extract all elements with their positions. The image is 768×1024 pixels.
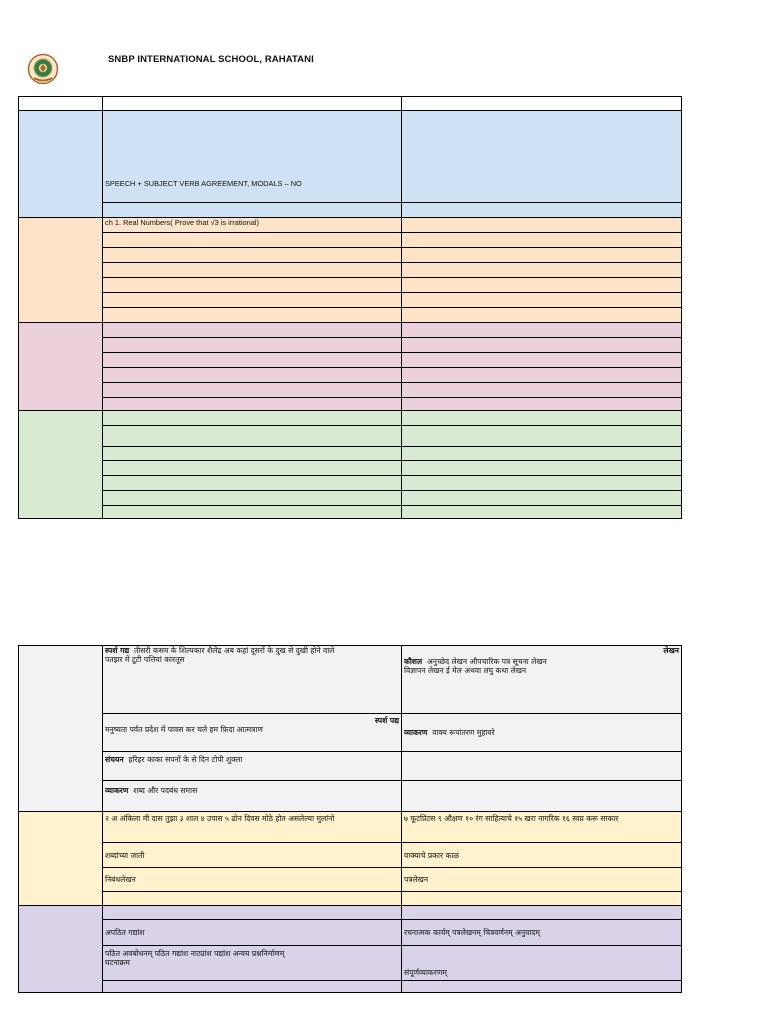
marathi-grammar-left-text: शब्दांच्या जाती [105,850,145,860]
table-cell [402,233,682,248]
marathi-grammar-left-cell [103,843,402,868]
sanskrit-right2-cell [402,946,682,981]
table-cell [103,338,402,353]
hindi-sparsh-padya-label: स्पर्श पद्य [374,716,399,725]
table-cell [103,398,402,411]
hindi-kaushal-text: अनुच्छेद लेखन औपचारिक पत्र सूचना लेखन [426,657,547,666]
table-row [19,233,682,248]
table-cell [402,111,682,203]
table-cell [402,218,682,233]
table-cell [103,323,402,338]
table-cell [103,383,402,398]
table-cell [402,293,682,308]
table-row [19,398,682,411]
marathi-lessons-right-cell [402,812,682,843]
table-cell [402,461,682,476]
table-cell [402,278,682,293]
hindi-vyakaran2-text: शब्द और पदबंध समास [133,786,198,795]
table-cell [402,398,682,411]
hindi-sparsh-gadya-text: तीसरी कसम के शिल्पकार शैलेंद्र अब कहां दूसरों के दुख से दुखी होने वाले [133,646,335,655]
english-topics-cell [103,111,402,203]
hindi-vyakaran2-cell [103,781,402,812]
hindi-vyakaran-label: व्याकरण [404,728,428,737]
hindi-kaushal-label: कौशल [404,657,423,666]
hindi-sanchayan-cell [103,752,402,781]
table-cell [402,906,682,920]
hindi-patjhar-text: पतझर में टूटी पत्तियां कारतूस [105,655,185,664]
table-row [19,218,682,233]
syllabus-table-1 [18,96,682,519]
table-cell [402,338,682,353]
table-row [19,646,682,714]
sanskrit-right1-cell [402,920,682,946]
table-row [19,476,682,491]
table-cell [402,308,682,323]
table-cell [103,248,402,263]
table-cell [402,368,682,383]
marathi-writing-left-text: निबंधलेखन [105,875,136,884]
table-cell [402,476,682,491]
marathi-lessons-right-text: ७ फूटप्रिंटस ९ औक्षण १० रंग साहित्याचे १५ खरा नागरिक १६ स्वप्न करू साकार [404,814,619,823]
hindi-sparsh-gadya-label: स्पर्श गद्य [105,646,130,655]
table-row [19,812,682,843]
table-row [19,892,682,906]
table-cell [103,981,402,993]
marathi-grammar-right-text: वाक्याचे प्रकार काळ [404,850,460,860]
table-cell [103,461,402,476]
table-row [19,461,682,476]
table-cell [402,892,682,906]
table-cell [402,203,682,218]
table-row [19,981,682,993]
table-row [19,946,682,981]
school-name: SNBP INTERNATIONAL SCHOOL, RAHATANI [108,54,314,65]
sanskrit-left2-text: पठित अवबोधनम् पठित गद्यांश नाट्यांश पद्यांश अन्वय प्रश्ननिर्माणम् [105,949,285,958]
subject-label-cell [19,218,103,323]
table-row [19,111,682,203]
hindi-vigyapan-text: विज्ञापन लेखन ई मेल अथवा लघु कथा लेखन [404,666,527,675]
table-cell [103,426,402,447]
table-cell [103,411,402,426]
hindi-vyakaran-cell [402,714,682,752]
table-row [19,843,682,868]
table-cell [103,293,402,308]
table-row [19,920,682,946]
english-topics-text: SPEECH + SUBJECT VERB AGREEMENT, MODALS – NO [105,179,302,188]
sanskrit-left2b-text: घटनाक्रम [105,958,130,967]
table-cell [402,263,682,278]
subject-label-cell [19,646,103,812]
table-row [19,368,682,383]
hindi-lekhan-label: लेखन [663,646,679,655]
table-cell [103,892,402,906]
maths-topics-cell [103,218,402,233]
table-cell [103,506,402,519]
hindi-sparsh-gadya-cell [103,646,402,714]
hindi-vyakaran2-label: व्याकरण [105,786,129,795]
hindi-lekhan-cell [402,646,682,714]
subject-label-cell [19,906,103,993]
table-cell [402,447,682,461]
table-cell [402,781,682,812]
table-cell [103,308,402,323]
sanskrit-right2-text: संपूर्णव्याकरणम् [404,968,447,977]
table-row [19,491,682,506]
table-cell [402,411,682,426]
table-cell [402,248,682,263]
table-row [19,426,682,447]
subject-label-cell [19,411,103,519]
marathi-lessons-left-text: २ अ अंकिला मी दास तुझा ३ शाल ४ उपास ५ ढोन दिवस मोठे होत असलेल्या मुलांनो [105,814,335,823]
table-cell [103,233,402,248]
subject-label-cell [19,323,103,411]
table-cell [103,97,402,111]
table-row [19,353,682,368]
hindi-sanchayan-label: संचयन [105,755,124,764]
table-row [19,906,682,920]
table-cell [103,203,402,218]
table-row [19,293,682,308]
table-row [19,278,682,293]
subject-label-cell [19,111,103,218]
sanskrit-left1-cell [103,920,402,946]
table-cell [103,476,402,491]
table-cell [402,506,682,519]
maths-topics-text: ch 1. Real Numbers( Prove that √3 is irrational) [105,218,259,227]
table-cell [103,491,402,506]
table-cell [402,383,682,398]
table-cell [103,278,402,293]
table-row [19,752,682,781]
hindi-sparsh-padya-text: मनुष्यता पर्वत प्रदेश में पावस कर चले हम फ़िदा आत्मत्राण [105,725,263,734]
table-cell [103,447,402,461]
table-cell [103,263,402,278]
syllabus-table-2 [18,645,682,993]
table-row [19,263,682,278]
sanskrit-left1-text: अपठित गद्यांश [105,928,145,937]
table-cell [402,97,682,111]
table-cell [402,752,682,781]
hindi-vyakaran-text: वाक्य रूपांतरण मुहावरे [432,728,495,737]
marathi-grammar-right-cell [402,843,682,868]
table-row [19,248,682,263]
table-row [19,506,682,519]
table-row [19,308,682,323]
sanskrit-left2-cell [103,946,402,981]
hindi-sparsh-padya-cell [103,714,402,752]
table-cell [402,353,682,368]
hindi-sanchayan-text: हरिहर काका सपनों के से दिन टोपी शुक्ला [128,755,243,764]
sanskrit-right1-text: रचनात्मक कार्यम् पत्रलेखनम् चित्रवर्णनम् अनुवादम् [404,928,540,937]
subject-label-cell [19,812,103,906]
school-emblem-icon [27,53,59,85]
table-cell [402,491,682,506]
table-cell [402,981,682,993]
table-row [19,383,682,398]
table-row [19,714,682,752]
marathi-writing-right-cell [402,868,682,892]
marathi-writing-left-cell [103,868,402,892]
table-cell [402,323,682,338]
table-row [19,781,682,812]
table-row [19,447,682,461]
table-row [19,323,682,338]
table-cell [103,906,402,920]
table-cell [402,426,682,447]
table-row [19,203,682,218]
marathi-lessons-left-cell [103,812,402,843]
table-row [19,868,682,892]
table-row [19,97,682,111]
table-row [19,338,682,353]
table-cell [103,368,402,383]
table-row [19,411,682,426]
marathi-writing-right-text: पत्रलेखन [404,875,429,884]
table-cell [103,353,402,368]
table-cell [19,97,103,111]
